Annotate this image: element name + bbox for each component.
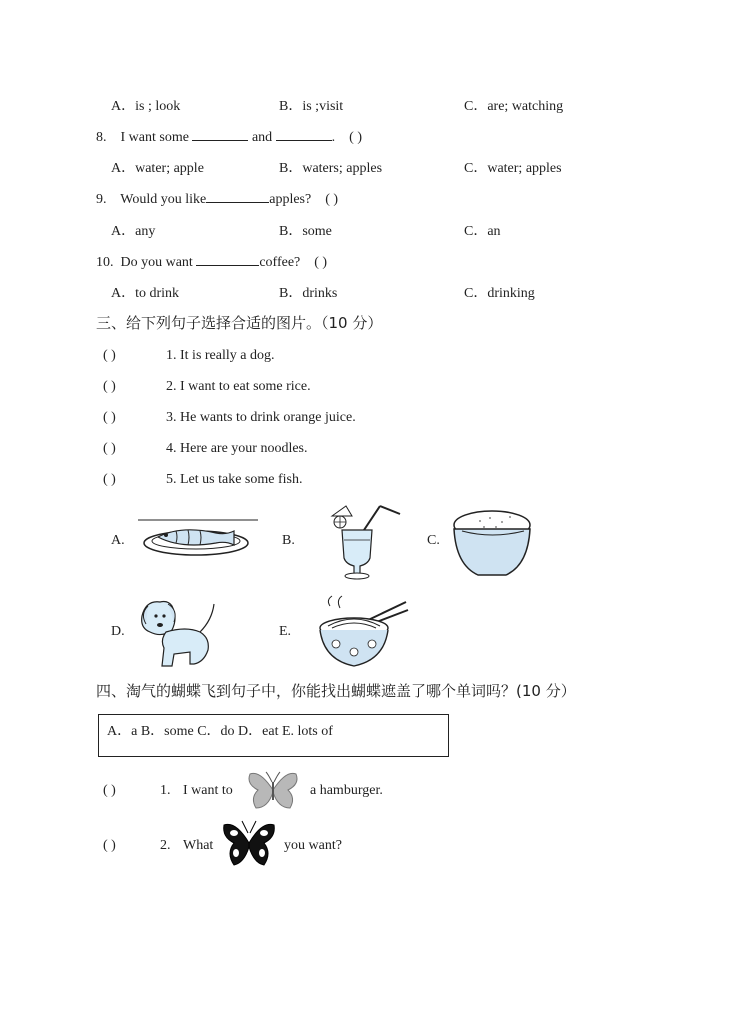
q7-option-c: C．are; watching: [464, 99, 564, 114]
q9-answer-paren[interactable]: ( ): [325, 192, 339, 207]
s4-paren-2[interactable]: ( ): [103, 838, 116, 853]
q8-blank-1[interactable]: [192, 139, 248, 141]
picture-label-a: A.: [111, 533, 125, 548]
word-bank-box: [98, 714, 449, 757]
s3-item-2: 2. I want to eat some rice.: [166, 379, 311, 394]
q8-option-a: A．water; apple: [111, 161, 204, 176]
q8-option-c: C．water; apples: [464, 161, 562, 176]
s3-paren-1[interactable]: ( ): [103, 348, 116, 363]
q10-text-pre: Do you want: [120, 255, 193, 270]
q8-text-end: .: [331, 130, 336, 145]
q9-option-c: C．an: [464, 224, 501, 239]
q10-answer-paren[interactable]: ( ): [314, 255, 328, 270]
section3-title: 三、给下列句子选择合适的图片。（10 分）: [96, 314, 383, 332]
fish-plate-icon: [136, 515, 256, 560]
q9-blank[interactable]: [206, 201, 269, 203]
q10-text-end: coffee?: [259, 255, 301, 270]
s3-item-1: 1. It is really a dog.: [166, 348, 275, 363]
q8-text-pre: I want some: [120, 130, 189, 145]
q10-stem: [96, 256, 327, 270]
q9-option-b: B．some: [279, 224, 332, 239]
section4-title: 四、淘气的蝴蝶飞到句子中，你能找出蝴蝶遮盖了哪个单词吗？(10 分）: [96, 682, 576, 700]
juice-glass-icon: [324, 502, 404, 582]
s3-item-3: 3. He wants to drink orange juice.: [166, 410, 356, 425]
q9-stem: [96, 193, 338, 207]
s3-paren-2[interactable]: ( ): [103, 379, 116, 394]
q10-blank[interactable]: [196, 264, 259, 266]
s4-number-1: 1.: [160, 783, 171, 798]
rice-bowl-icon: [450, 505, 540, 585]
word-bank-options: A．a B．some C．do D．eat E. lots of: [107, 724, 333, 739]
q7-option-b: B．is ;visit: [279, 99, 344, 114]
q8-answer-paren[interactable]: ( ): [349, 130, 362, 145]
s4-item-1-post: a hamburger.: [310, 783, 383, 798]
picture-label-b: B.: [282, 533, 295, 548]
q10-option-c: C．drinking: [464, 286, 535, 301]
s3-paren-4[interactable]: ( ): [103, 441, 116, 456]
s3-paren-5[interactable]: ( ): [103, 472, 116, 487]
q8-stem: [96, 131, 362, 145]
s4-item-1-pre: I want to: [183, 783, 233, 798]
q10-number: 10.: [96, 255, 114, 270]
s3-item-5: 5. Let us take some fish.: [166, 472, 303, 487]
q8-text-mid: and: [251, 130, 273, 145]
picture-label-d: D.: [111, 624, 125, 639]
q7-option-a: A．is ; look: [111, 99, 181, 114]
butterfly-black-icon: [222, 819, 276, 869]
noodle-bowl-icon: [316, 592, 411, 672]
q9-text-end: apples?: [269, 192, 312, 207]
q8-blank-2[interactable]: [276, 139, 332, 141]
q10-option-a: A．to drink: [111, 286, 180, 301]
q8-option-b: B．waters; apples: [279, 161, 383, 176]
q9-option-a: A．any: [111, 224, 156, 239]
picture-label-c: C.: [427, 533, 440, 548]
q10-option-b: B．drinks: [279, 286, 338, 301]
s4-paren-1[interactable]: ( ): [103, 783, 116, 798]
s4-number-2: 2.: [160, 838, 171, 853]
s3-paren-3[interactable]: ( ): [103, 410, 116, 425]
puppy-icon: [138, 592, 218, 670]
q9-text-pre: Would you like: [120, 192, 207, 207]
q8-number: 8.: [96, 130, 107, 145]
q9-number: 9.: [96, 192, 107, 207]
s3-item-4: 4. Here are your noodles.: [166, 441, 308, 456]
picture-label-e: E.: [279, 624, 292, 639]
butterfly-gray-icon: [246, 768, 300, 812]
s4-item-2-post: you want?: [284, 838, 342, 853]
s4-item-2-pre: What: [183, 838, 214, 853]
